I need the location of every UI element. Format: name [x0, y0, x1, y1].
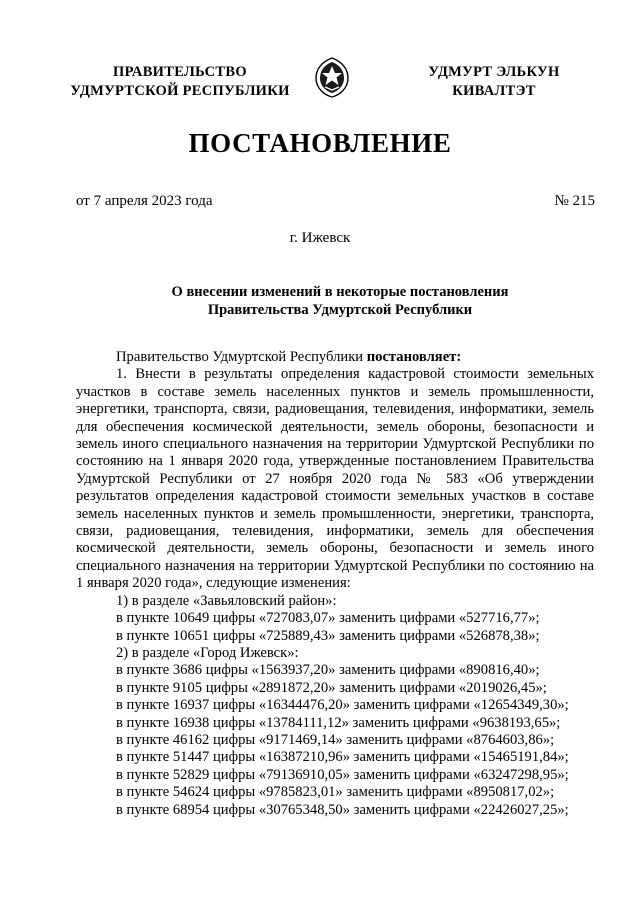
document-body	[76, 349, 594, 819]
section-2-heading: 2) в разделе «Город Ижевск»:	[116, 644, 299, 661]
subject-line2: Правительства Удмуртской Республики	[207, 302, 473, 318]
header-left-line1: ПРАВИТЕЛЬСТВО	[113, 64, 247, 80]
list-item: в пункте 16937 цифры «16344476,20» заменить цифрами «12654349,30»;	[116, 697, 569, 714]
list-item: в пункте 46162 цифры «9171469,14» заменить цифрами «8764603,86»;	[116, 731, 555, 748]
document-number: № 215	[554, 193, 595, 209]
header-left-line2: УДМУРТСКОЙ РЕСПУБЛИКИ	[70, 83, 290, 99]
intro-bold: постановляет:	[366, 349, 462, 365]
list-item: в пункте 3686 цифры «1563937,20» заменить цифрами «890816,40»;	[116, 662, 540, 679]
document-subject	[0, 283, 640, 319]
list-item: в пункте 68954 цифры «30765348,50» заменить цифрами «22426027,25»;	[116, 801, 569, 818]
list-item: в пункте 10651 цифры «725889,43» заменить цифрами «526878,38»;	[116, 627, 540, 644]
header-right-line2: КИВАЛТЭТ	[452, 83, 536, 99]
document-city: г. Ижевск	[289, 230, 351, 246]
section-1-heading: 1) в разделе «Завьяловский район»:	[116, 592, 337, 609]
header-left	[64, 63, 296, 101]
intro-paragraph	[76, 349, 594, 366]
list-item: в пункте 51447 цифры «16387210,96» заменить цифрами «15465191,84»;	[116, 749, 569, 766]
document-date: от 7 апреля 2023 года	[76, 193, 213, 209]
list-item: в пункте 54624 цифры «9785823,01» заменить цифрами «8950817,02»;	[116, 784, 555, 801]
subject-line1: О внесении изменений в некоторые постановления	[171, 284, 509, 300]
list-item: в пункте 16938 цифры «13784111,12» заменить цифрами «9638193,65»;	[116, 714, 561, 731]
header-right	[404, 63, 584, 101]
intro-text: Правительство Удмуртской Республики	[116, 349, 367, 365]
list-item: в пункте 9105 цифры «2891872,20» заменить цифрами «2019026,45»;	[116, 679, 547, 696]
document-title: ПОСТАНОВЛЕНИЕ	[188, 128, 452, 158]
list-item: в пункте 52829 цифры «79136910,05» заменить цифрами «63247298,95»;	[116, 766, 569, 783]
header-right-line1: УДМУРТ ЭЛЬКУН	[428, 64, 560, 80]
coat-of-arms-icon	[312, 56, 352, 98]
paragraph-1: 1. Внести в результаты определения кадастровой стоимости земельных участков в составе земель населенных пунктов и земель промышленности, энергетики, транспорта, связи, радиовещания, телевидения, информатики, земель для обеспечения космической деятельности, земель обороны, безопасности и земель иного специального назначения на территории Удмуртской Республики по состоянию на 1 января 2020 года, утвержденные постановлением Правительства Удмуртской Республики от 27 ноября 2020 года № 583 «Об утверждении результатов определения кадастровой стоимости земельных участков в составе земель населенных пунктов и земель промышленности, энергетики, транспорта, связи, радиовещания, телевидения, информатики, земель для обеспечения космической деятельности, земель обороны, безопасности и земель иного специального назначения на территории Удмуртской Республики по состоянию на 1 января 2020 года», следующие изменения:	[76, 366, 594, 592]
list-item: в пункте 10649 цифры «727083,07» заменить цифрами «527716,77»;	[116, 610, 540, 627]
